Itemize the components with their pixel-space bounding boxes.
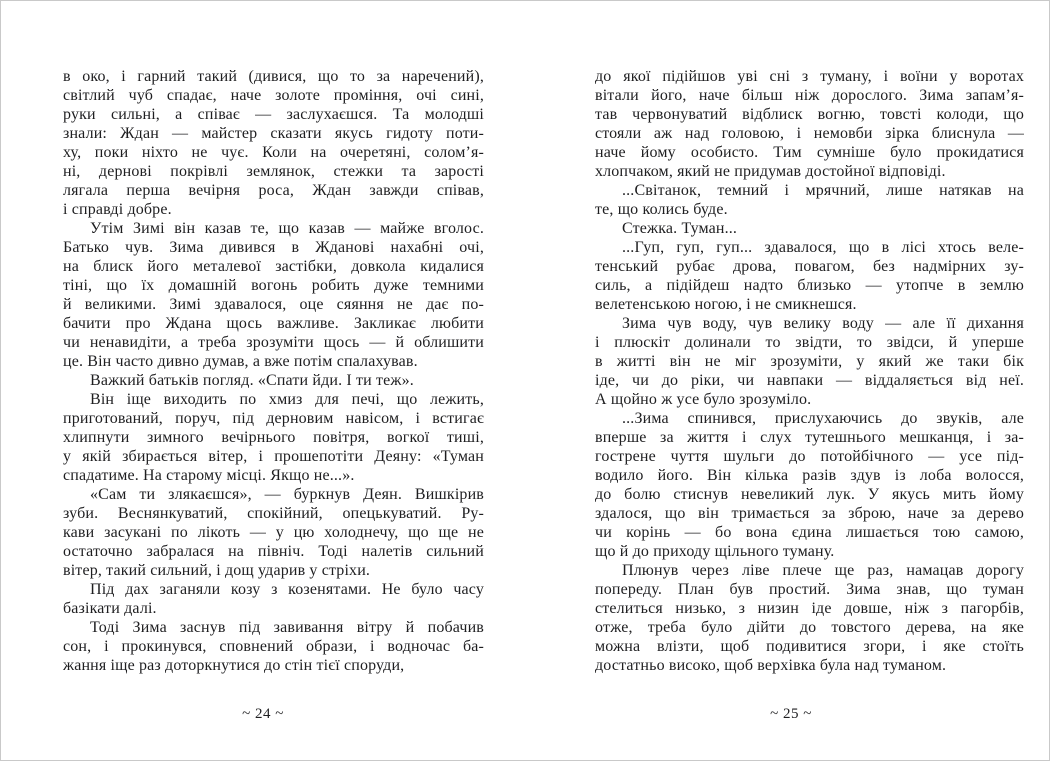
text-line: і справді добре.	[63, 201, 172, 218]
text-line: ...Зима спинився, прислухаючись до звуків, але	[622, 410, 1024, 427]
text-line: велетенською ногою, і не смикнешся.	[595, 296, 857, 313]
text-line: стелиться низько, з низин іде довше, ніж з пагорбів,	[595, 600, 1024, 617]
text-line: Тоді Зима заснув під завивання вітру й побачив	[90, 619, 484, 636]
text-line: знали: Ждан — майстер сказати якусь гидоту поти-	[63, 125, 484, 142]
text-line: силь, а підійдеш надто близько — утопче в землю	[595, 277, 1024, 294]
text-line: зуби. Веснянкуватий, спокійний, опецькуватий. Ру-	[63, 505, 484, 522]
text-line: й великими. Зимі здавалося, оце сяяння не дає по-	[63, 296, 484, 313]
text-line: здалося, що він тримається за зброю, наче за дерево	[595, 505, 1024, 522]
text-line: жання іще раз доторкнутися до стін тієї споруди,	[63, 657, 405, 674]
text-line: ні, дернові покрівлі землянок, стежки та зарості	[63, 163, 484, 180]
text-line: вперше за життя і слух тутешнього мешканця, і за-	[595, 429, 1024, 446]
text-line: водило його. Він кілька разів здув із лоба волосся,	[595, 467, 1024, 484]
text-line: тав червонуватий відблиск вогню, товсті колоди, що	[595, 106, 1024, 123]
text-line: наче йому особисто. Тим сумніше було прокидатися	[595, 144, 1024, 161]
text-line: те, що колись буде.	[595, 201, 728, 218]
text-line: Важкий батьків погляд. «Спати йди. І ти теж».	[90, 372, 414, 389]
text-line: в око, і гарний такий (дивися, що то за наречений),	[63, 68, 484, 85]
text-line: Утім Зимі він казав те, що казав — майже вголос.	[90, 220, 484, 237]
text-line: ...Світанок, темний і мрячний, лише натякав на	[622, 182, 1024, 199]
text-line: приготований, поруч, під дерновим навісом, і встигає	[63, 410, 484, 427]
text-line: чи ненавидіти, а треба зрозуміти щось — й облишити	[63, 334, 484, 351]
text-line: на блиск його металевої застібки, довкола кидалися	[63, 258, 484, 275]
text-line: Батько чув. Зима дивився в Жданові нахабні очі,	[63, 239, 484, 256]
text-line: базікати далі.	[63, 600, 157, 617]
text-line: хлопчаком, який не придумав достойної відповіді.	[595, 163, 946, 180]
text-line: попереду. План був простий. Зима знав, що туман	[595, 581, 1024, 598]
text-line: хлипнути зимного вечірнього повітря, вогкої тиші,	[63, 429, 484, 446]
text-line: Плюнув через ліве плече ще раз, намацав дорогу	[622, 562, 1024, 579]
text-line: тіні, що їх домашній вогонь робить дуже темними	[63, 277, 484, 294]
text-line: «Сам ти злякаєшся», — буркнув Деян. Вишкірив	[90, 486, 484, 503]
text-line: гострене чуття шульги до потойбічного — усе під-	[595, 448, 1024, 465]
text-line: вітер, такий сильний, і дощ ударив у стріхи.	[63, 562, 371, 579]
text-line: бачити про Ждана щось важливе. Закликає любити	[63, 315, 484, 332]
text-line: кави засукані по лікоть — у цю холоднечу, що ще не	[63, 524, 484, 541]
page-left-text	[63, 67, 484, 675]
text-line: тенський рубає дрова, повагом, без надмірних зу-	[595, 258, 1024, 275]
text-line: чи корінь — бо вона єдина лишається тою самою,	[595, 524, 1024, 541]
text-line: до якої підійшов уві сні з туману, і воїни у воротах	[595, 68, 1024, 85]
text-line: світлий чуб спадає, наче золоте проміння, очі сині,	[63, 87, 484, 104]
text-line: іде, чи до ріки, чи навпаки — віддаляється від неї.	[595, 372, 1024, 389]
text-line: А щойно ж усе було зрозуміло.	[595, 391, 812, 408]
text-line: Він іще виходить по хмиз для печі, що лежить,	[90, 391, 484, 408]
text-line: можна влізти, щоб подивитися згори, і яке стоїть	[595, 638, 1024, 655]
text-line: в житті він не міг зрозуміти, у який же таки бік	[595, 353, 1024, 370]
text-line: вітали його, наче більш ніж дорослого. Зима запам’я-	[595, 87, 1024, 104]
page-right-text	[595, 67, 1024, 675]
text-line: достатньо високо, щоб верхівка була над туманом.	[595, 657, 947, 674]
text-line: що й до приходу щільного туману.	[595, 543, 835, 560]
text-line: руки сильні, а співає — заслухаєшся. Та молодші	[63, 106, 484, 123]
text-line: Під дах заганяли козу з козенятами. Не було часу	[90, 581, 484, 598]
text-line: Стежка. Туман...	[622, 220, 738, 237]
text-line: отже, треба було дійти до товстого дерева, на яке	[595, 619, 1024, 636]
text-line: і плюскіт долинали то звідти, то звідси, й уперше	[595, 334, 1024, 351]
text-line: лягала перша вечірня роса, Ждан завжди співав,	[63, 182, 484, 199]
text-line: до болю стиснув невеликий лук. У якусь мить йому	[595, 486, 1024, 503]
text-line: сон, і прокинувся, сповнений образи, і водночас ба-	[63, 638, 484, 655]
text-line: ...Гуп, гуп, гуп... здавалося, що в лісі хтось веле-	[622, 239, 1024, 256]
text-line: ху, поки ніхто не чує. Коли на очеретяні, солом’я-	[63, 144, 484, 161]
text-line: це. Він часто дивно думав, а вже потім спалахував.	[63, 353, 418, 370]
text-line: стояли аж над головою, і немовби зірка блиснула —	[595, 125, 1024, 142]
page-right-number: ~ 25 ~	[770, 706, 812, 722]
text-line: остаточно забралася на північ. Тоді налетів сильний	[63, 543, 484, 560]
text-line: Зима чув воду, чув велику воду — але її дихання	[622, 315, 1024, 332]
text-line: у якій збирається вітер, і прошепотіти Деяну: «Туман	[63, 448, 484, 465]
text-line: спадатиме. На старому місці. Якщо не...».	[63, 467, 355, 484]
page-left-number: ~ 24 ~	[242, 706, 284, 722]
